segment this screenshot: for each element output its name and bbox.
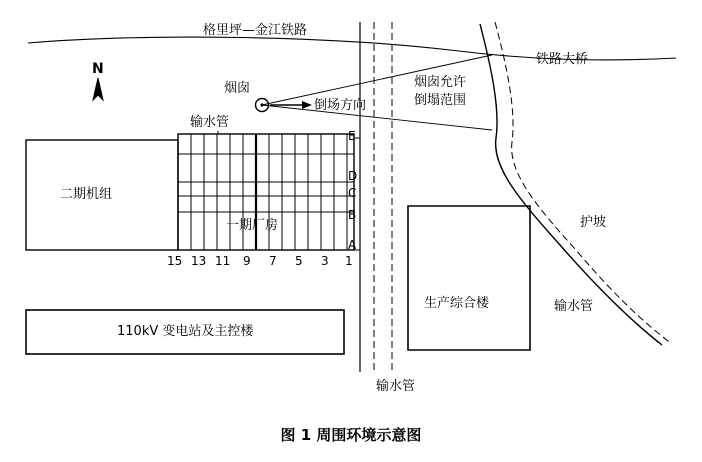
first-stage-plant-label: 一期厂房 (226, 218, 279, 233)
substation-label: 110kV 变电站及主控楼 (117, 324, 254, 339)
right-road-curve (480, 22, 672, 345)
allowed-collapse-range-label-line2: 倒塌范围 (414, 93, 467, 108)
axis-label-a: A (348, 238, 357, 252)
second-stage-unit-label: 二期机组 (60, 187, 113, 202)
axis-number-9: 9 (243, 254, 251, 268)
north-arrow-icon (93, 78, 103, 100)
axis-number-11: 11 (215, 254, 231, 268)
production-building (408, 206, 530, 350)
water-pipe-top-label: 输水管 (190, 115, 230, 130)
water-pipe-right-label: 输水管 (554, 299, 594, 314)
axis-number-13: 13 (191, 254, 207, 268)
collapse-direction-label: 倒场方向 (314, 98, 367, 113)
allowed-collapse-range-label-line1: 烟囱允许 (414, 75, 467, 90)
chimney-symbol (256, 99, 269, 112)
railway-bridge-label: 铁路大桥 (536, 52, 589, 67)
water-pipe-bottom-label: 输水管 (376, 379, 416, 394)
axis-number-7: 7 (269, 254, 277, 268)
chimney-label: 烟囱 (224, 81, 251, 96)
railway-label: 格里坪—金江铁路 (203, 23, 308, 38)
axis-number-3: 3 (321, 254, 329, 268)
axis-label-b: B (348, 208, 357, 222)
axis-number-1: 1 (345, 254, 353, 268)
vertical-road (360, 22, 392, 372)
axis-label-d: D (348, 169, 358, 183)
axis-label-e: E (348, 129, 356, 143)
north-label: N (92, 61, 104, 77)
axis-number-5: 5 (295, 254, 303, 268)
production-building-label: 生产综合楼 (424, 296, 490, 311)
slope-protection-label: 护坡 (580, 215, 607, 230)
axis-label-c: C (348, 186, 357, 200)
figure-caption: 图 1 周围环境示意图 (280, 426, 422, 444)
axis-number-15: 15 (167, 254, 183, 268)
